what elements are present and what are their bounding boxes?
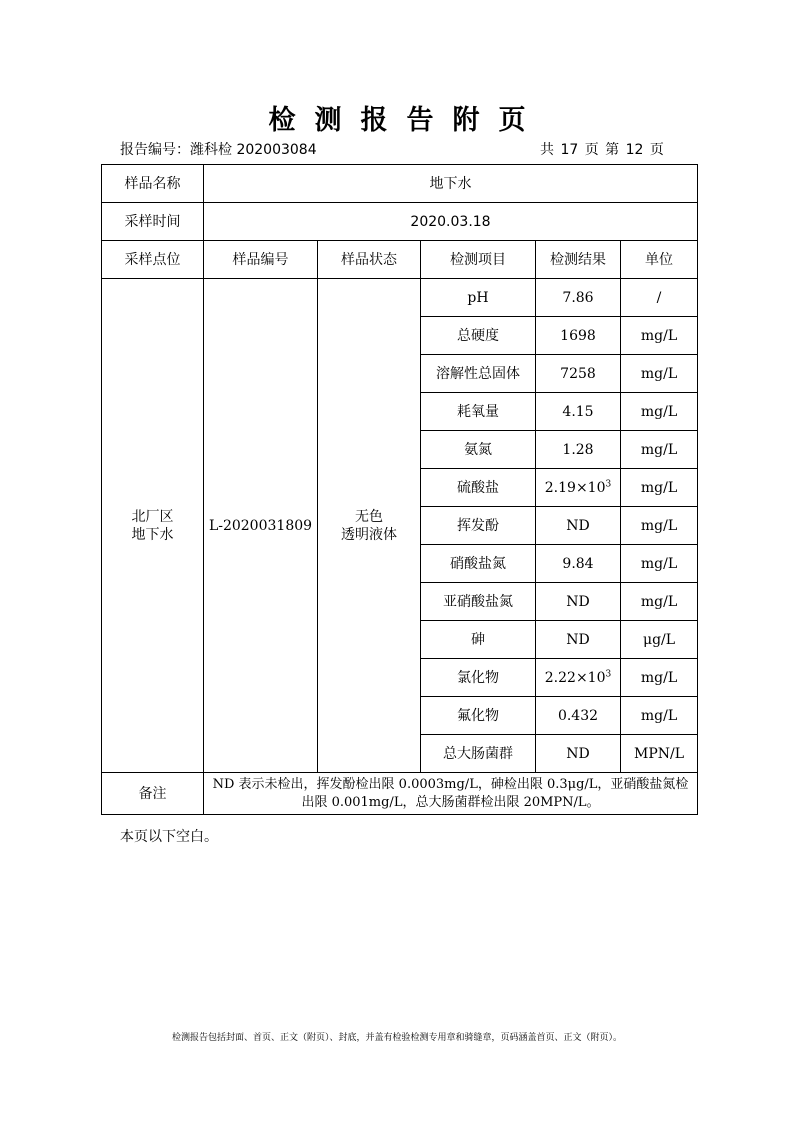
report-number: 报告编号：潍科检 202003084 [120,142,317,158]
header-test-item: 检测项目 [421,241,536,279]
unit-cell: mg/L [621,469,698,507]
result-cell [536,659,621,697]
sampling-site-line: 北厂区 [131,508,174,525]
unit-cell: mg/L [621,317,698,355]
header-sampling-site: 采样点位 [102,241,204,279]
item-cell: 氨氮 [421,431,536,469]
result-cell: 1.28 [536,431,621,469]
sampling-site-line: 地下水 [131,526,174,543]
item-cell: 砷 [421,621,536,659]
result-cell: 1698 [536,317,621,355]
table-row [102,279,698,317]
header-sample-id: 样品编号 [204,241,318,279]
sample-name-label: 样品名称 [102,165,204,203]
sample-state-cell [318,279,421,773]
footer-note: 检测报告包括封面、首页、正文（附页）、封底，并盖有检验检测专用章和骑缝章，页码涵盖首页、正文（附页）。 [171,1033,622,1043]
unit-cell: / [621,279,698,317]
item-cell: 耗氧量 [421,393,536,431]
result-cell: 0.432 [536,697,621,735]
header-test-result: 检测结果 [536,241,621,279]
blank-note: 本页以下空白。 [120,829,218,845]
unit-cell: mg/L [621,583,698,621]
item-cell: 氯化物 [421,659,536,697]
header-row [102,241,698,279]
sample-name-row [102,165,698,203]
unit-cell: mg/L [621,659,698,697]
result-base: 2.19×10 [544,479,606,496]
unit-cell: MPN/L [621,735,698,773]
result-base: 2.22×10 [544,669,606,686]
result-cell: 7.86 [536,279,621,317]
unit-cell: μg/L [621,621,698,659]
item-cell: pH [421,279,536,317]
result-cell: ND [536,507,621,545]
item-cell: 总硬度 [421,317,536,355]
sample-state-line: 无色 [355,508,383,525]
note-text: ND 表示未检出，挥发酚检出限 0.0003mg/L，砷检出限 0.3μg/L，亚硝酸盐氮检出限 0.001mg/L，总大肠菌群检出限 20MPN/L。 [204,773,698,815]
page-title: 检测报告附页 [268,105,545,136]
item-cell: 硫酸盐 [421,469,536,507]
sample-state-line: 透明液体 [341,526,397,543]
unit-cell: mg/L [621,697,698,735]
sampling-site-cell [102,279,204,773]
item-cell: 挥发酚 [421,507,536,545]
sampling-time-label: 采样时间 [102,203,204,241]
result-exponent: 3 [605,668,612,679]
header-sample-state: 样品状态 [318,241,421,279]
note-row [102,773,698,815]
unit-cell: mg/L [621,507,698,545]
result-cell: 4.15 [536,393,621,431]
results-table [101,164,698,815]
item-cell: 硝酸盐氮 [421,545,536,583]
unit-cell: mg/L [621,545,698,583]
item-cell: 溶解性总固体 [421,355,536,393]
result-cell: ND [536,621,621,659]
note-label: 备注 [102,773,204,815]
item-cell: 亚硝酸盐氮 [421,583,536,621]
result-cell: ND [536,583,621,621]
result-exponent: 3 [605,478,612,489]
item-cell: 总大肠菌群 [421,735,536,773]
item-cell: 氟化物 [421,697,536,735]
unit-cell: mg/L [621,355,698,393]
result-cell [536,469,621,507]
page-info: 共 17 页 第 12 页 [540,142,664,158]
sampling-time-row [102,203,698,241]
unit-cell: mg/L [621,431,698,469]
result-cell: ND [536,735,621,773]
header-unit: 单位 [621,241,698,279]
sampling-time-value: 2020.03.18 [204,203,698,241]
unit-cell: mg/L [621,393,698,431]
sample-name-value: 地下水 [204,165,698,203]
result-cell: 7258 [536,355,621,393]
sample-id-cell: L-2020031809 [204,279,318,773]
result-cell: 9.84 [536,545,621,583]
